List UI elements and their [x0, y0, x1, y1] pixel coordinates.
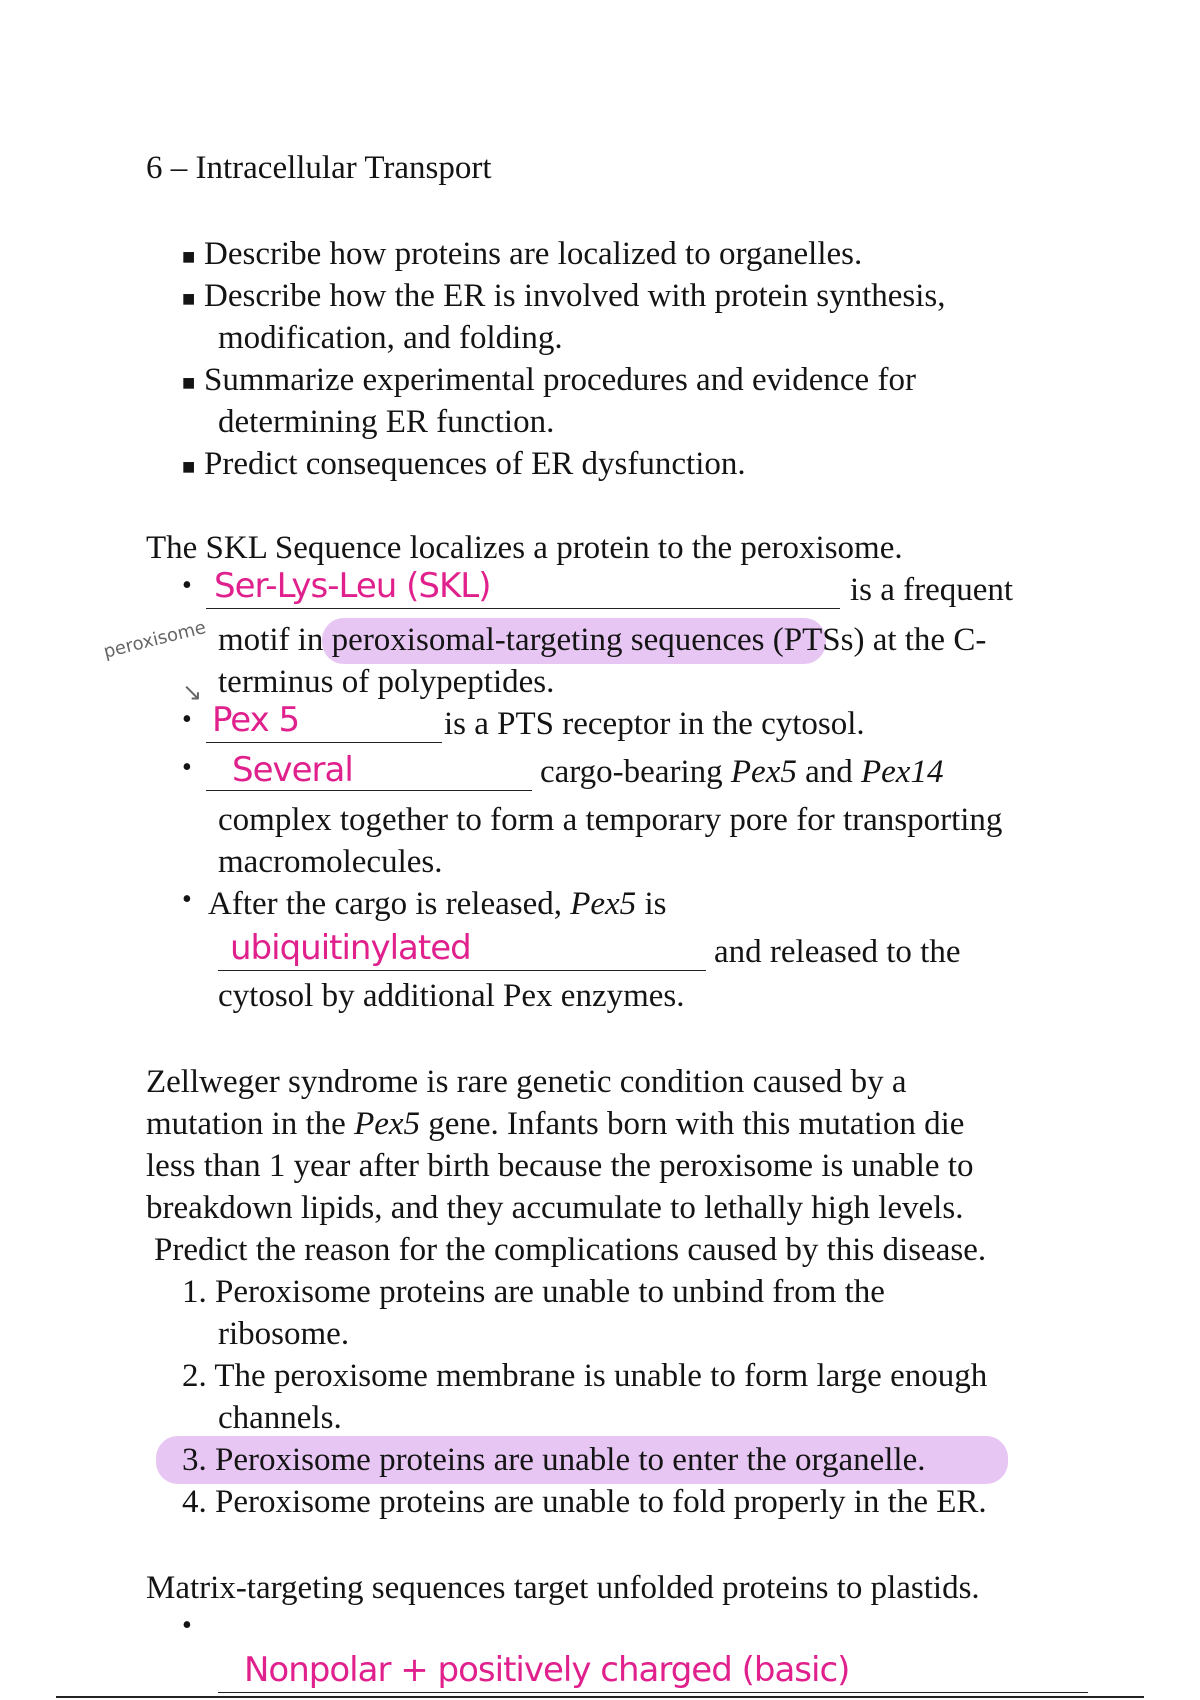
handwritten-answer-several: Several	[232, 750, 353, 790]
bullet-dot: •	[182, 570, 192, 601]
option-1-cont: ribosome.	[218, 1316, 350, 1352]
answer-blank	[206, 608, 840, 609]
page-title: 6 – Intracellular Transport	[146, 150, 492, 186]
zellweger-line2: mutation in the Pex5 gene. Infants born with this mutation die	[146, 1106, 965, 1142]
option-2-cont: channels.	[218, 1400, 342, 1436]
handwritten-answer-pex5: Pex 5	[212, 700, 300, 740]
skl-line3: terminus of polypeptides.	[218, 664, 555, 700]
option-3: 3. Peroxisome proteins are unable to enter the organelle.	[182, 1442, 926, 1478]
objective-item: Describe how the ER is involved with protein synthesis,	[204, 278, 946, 314]
handwritten-answer-skl: Ser-Lys-Leu (SKL)	[214, 566, 491, 606]
bullet-square: ■	[182, 286, 196, 311]
answer-blank	[206, 742, 442, 743]
margin-note: peroxisome	[101, 617, 209, 663]
objective-item: Summarize experimental procedures and evidence for	[204, 362, 916, 398]
answer-blank	[206, 790, 532, 791]
zellweger-line3: less than 1 year after birth because the peroxisome is unable to	[146, 1148, 974, 1184]
objective-item-cont: modification, and folding.	[218, 320, 563, 356]
zellweger-question: Predict the reason for the complications caused by this disease.	[154, 1232, 987, 1268]
bullet-dot: •	[182, 752, 192, 783]
handwritten-answer-matrix: Nonpolar + positively charged (basic)	[244, 1650, 850, 1690]
bullet-square: ■	[182, 370, 196, 395]
page-bottom-rule	[56, 1696, 1144, 1698]
skl-line5: cargo-bearing Pex5 and Pex14	[540, 754, 944, 790]
option-2: 2. The peroxisome membrane is unable to form large enough	[182, 1358, 988, 1394]
skl-line4-tail: is a PTS receptor in the cytosol.	[444, 706, 865, 742]
objective-item: Describe how proteins are localized to organelles.	[204, 236, 863, 272]
bullet-dot: •	[182, 704, 192, 735]
objective-item-cont: determining ER function.	[218, 404, 555, 440]
bullet-square: ■	[182, 454, 196, 479]
skl-line2: motif in peroxisomal-targeting sequences (PTSs) at the C-	[218, 622, 987, 658]
skl-line10: cytosol by additional Pex enzymes.	[218, 978, 685, 1014]
bullet-dot: •	[182, 884, 192, 915]
bullet-square: ■	[182, 244, 196, 269]
zellweger-line4: breakdown lipids, and they accumulate to lethally high levels.	[146, 1190, 964, 1226]
objective-item: Predict consequences of ER dysfunction.	[204, 446, 746, 482]
skl-line6: complex together to form a temporary pore for transporting	[218, 802, 1003, 838]
skl-line9-tail: and released to the	[714, 934, 961, 970]
handwritten-answer-ubiquitinylated: ubiquitinylated	[230, 928, 471, 968]
answer-blank	[218, 1692, 1088, 1693]
skl-line7: macromolecules.	[218, 844, 443, 880]
answer-blank	[218, 970, 706, 971]
zellweger-line1: Zellweger syndrome is rare genetic condition caused by a	[146, 1064, 907, 1100]
skl-intro: The SKL Sequence localizes a protein to the peroxisome.	[146, 530, 903, 566]
bullet-dot: •	[182, 1610, 192, 1641]
highlighted-text: peroxisomal-targeting sequences	[331, 622, 765, 658]
arrow-icon: ↘	[182, 678, 203, 706]
matrix-intro: Matrix-targeting sequences target unfolded proteins to plastids.	[146, 1570, 980, 1606]
skl-line1-tail: is a frequent	[850, 572, 1014, 608]
skl-line8: After the cargo is released, Pex5 is	[208, 886, 667, 922]
option-1: 1. Peroxisome proteins are unable to unbind from the	[182, 1274, 885, 1310]
option-4: 4. Peroxisome proteins are unable to fold properly in the ER.	[182, 1484, 987, 1520]
